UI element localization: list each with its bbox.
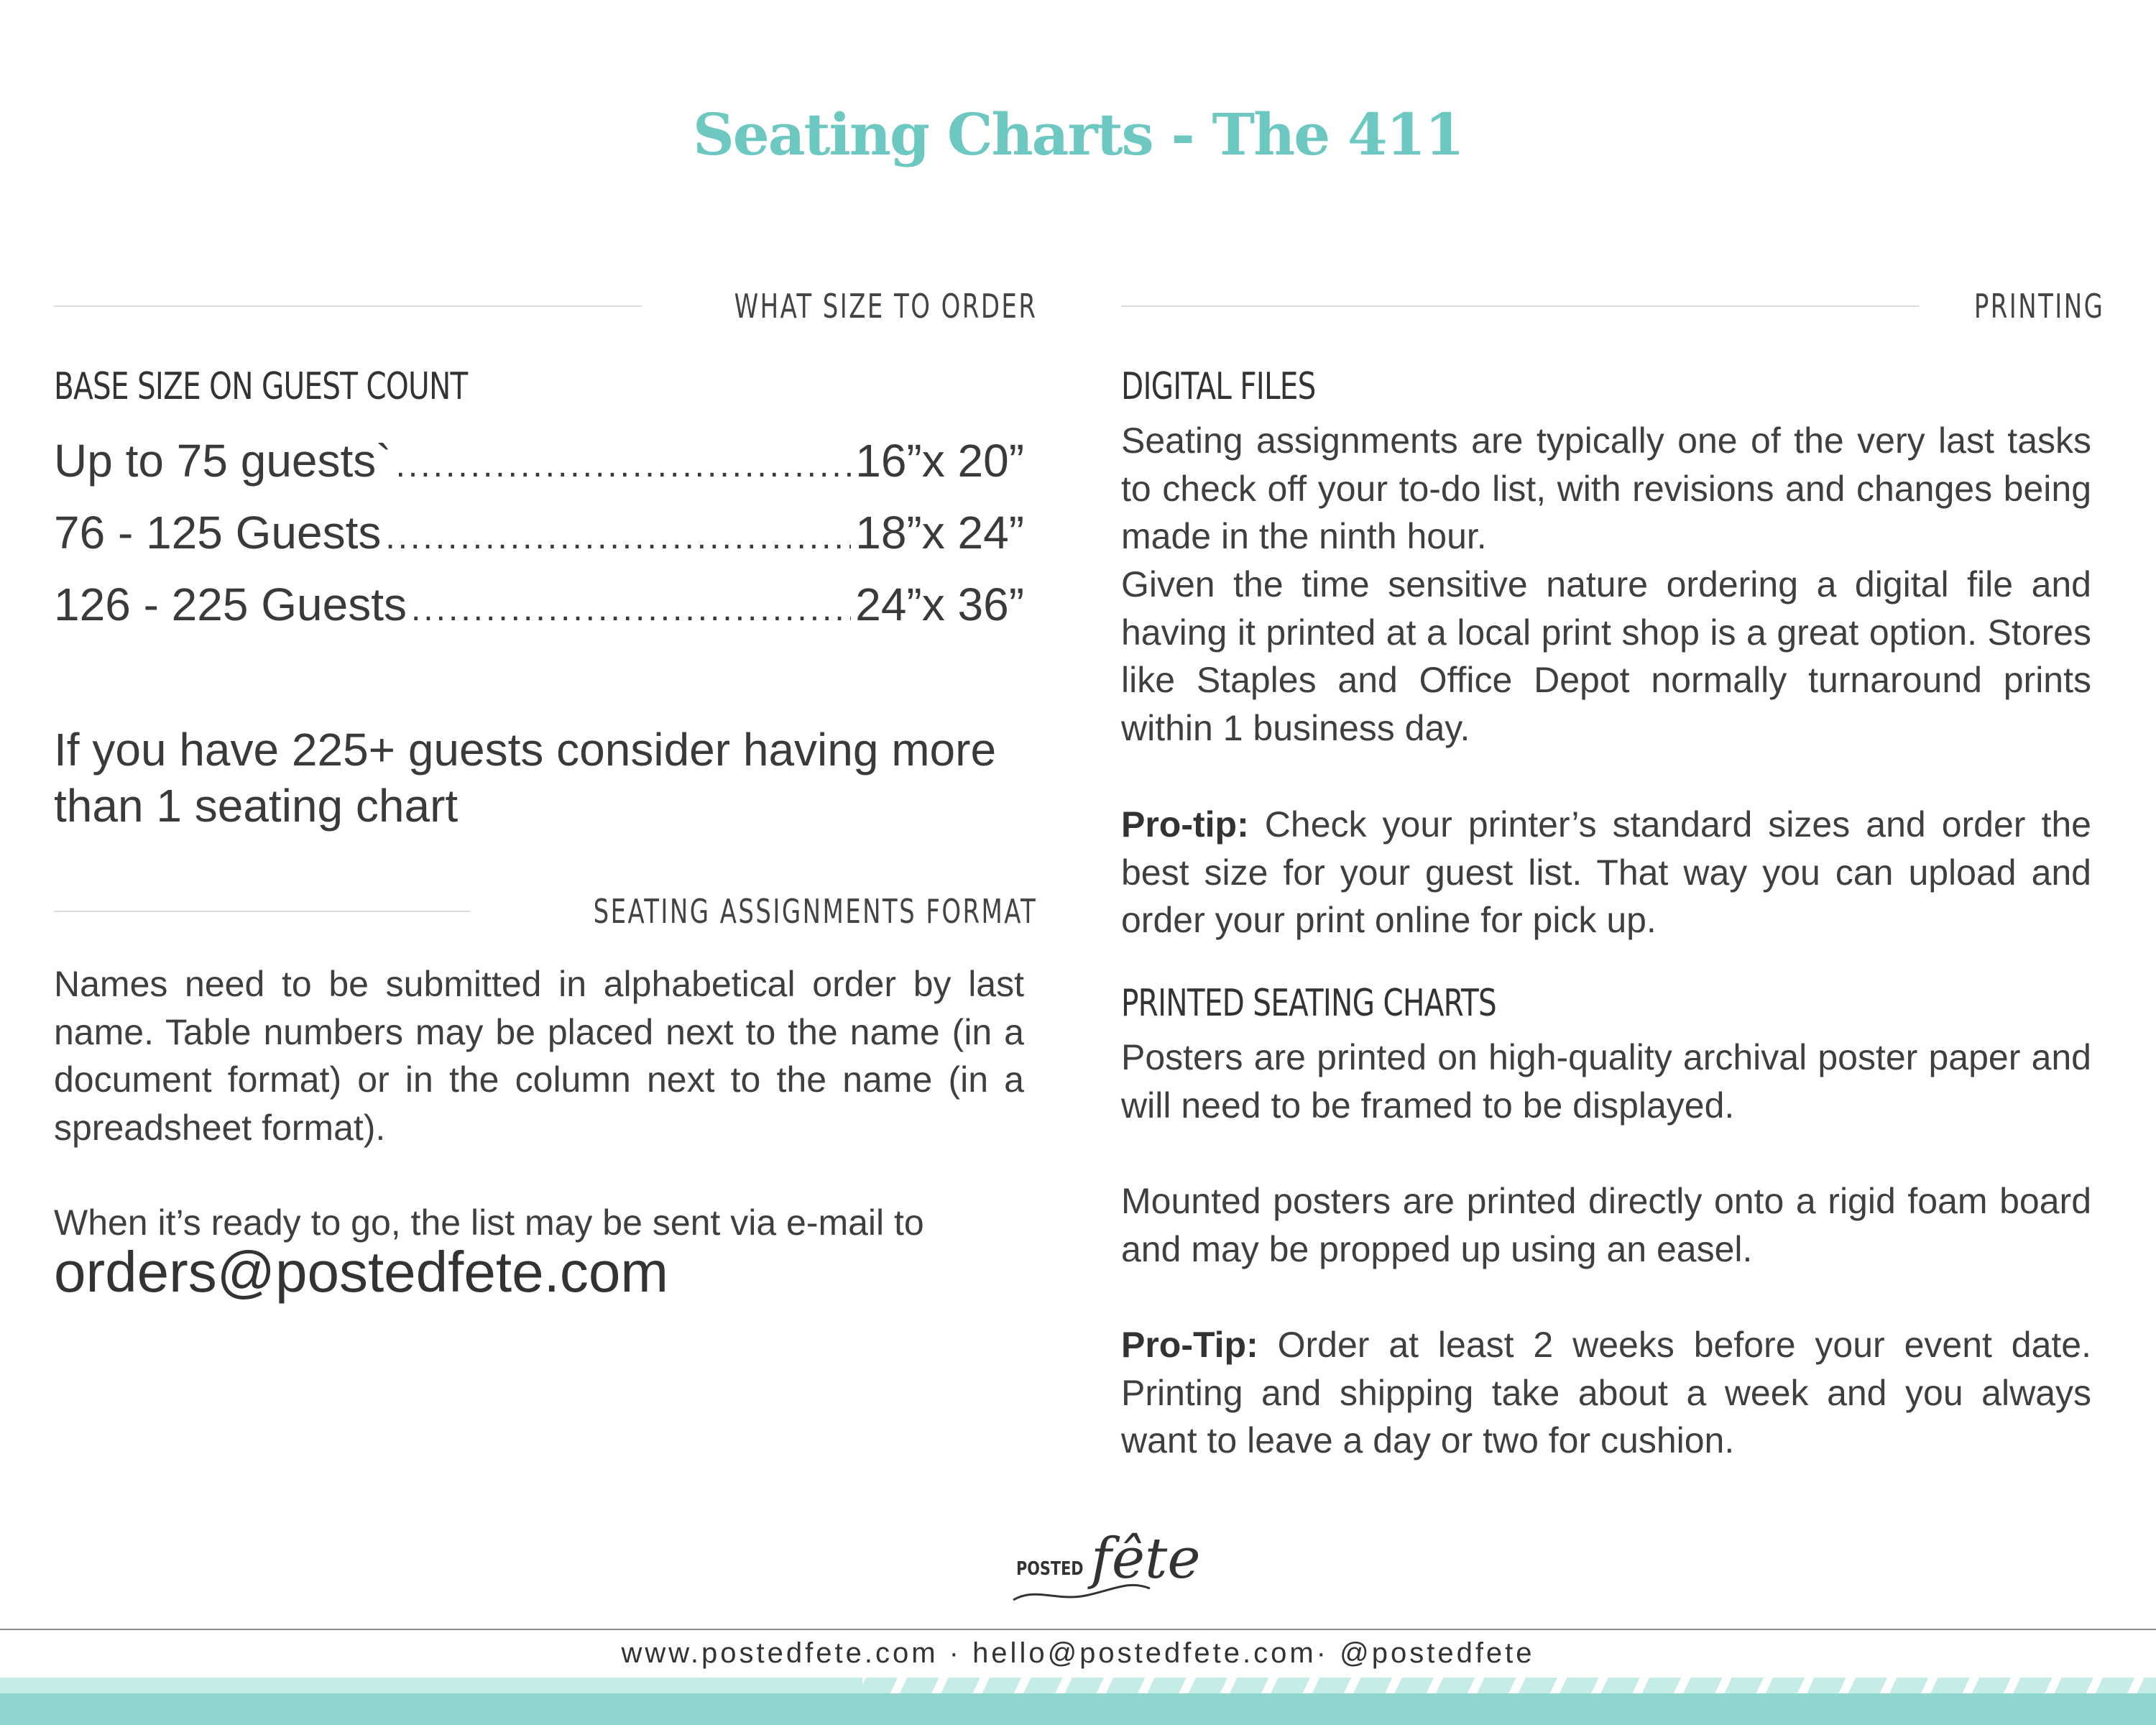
size-row <box>54 506 1024 559</box>
guest-count-heading: BASE SIZE ON GUEST COUNT <box>54 365 468 408</box>
printed-charts-heading: PRINTED SEATING CHARTS <box>1121 982 1497 1025</box>
print-size: 18”x 24” <box>855 507 1024 558</box>
pro-tip-text: Order at least 2 weeks before your event date. Printing and shipping take about a week and you always want to leave a day or two for cushion. <box>1121 1325 2091 1460</box>
posted-fete-logo <box>1006 1527 1201 1616</box>
size-section-header <box>54 286 1037 326</box>
footer-contact: www.postedfete.com · hello@postedfete.com· @postedfete <box>621 1637 1535 1669</box>
page-title: Seating Charts - The 411 <box>693 101 1463 168</box>
footer-stripe <box>0 1678 2156 1725</box>
dot-leader <box>385 518 851 557</box>
digital-files-text: Given the time sensitive nature ordering a digital file and having it printed at a local print shop is a great option. Stores like Staples and Office Depot normally turnaround prints within 1 business day. <box>1121 564 2091 748</box>
pro-tip-text: Check your printer’s standard sizes and order the best size for your guest list. That way you can upload and order your print online for pick up. <box>1121 804 2091 940</box>
pro-tip-timing <box>1121 1321 2091 1465</box>
printing-section-header <box>1121 286 2104 326</box>
dot-leader <box>411 589 851 629</box>
logo-script-text: fête <box>1091 1527 1201 1591</box>
footer-stripe-solid <box>0 1678 862 1693</box>
section-label: WHAT SIZE TO ORDER <box>734 287 1037 326</box>
digital-files-text: Seating assignments are typically one of the very last tasks to check off your to-do list, with revisions and changes being made in the ninth hour. <box>1121 420 2091 556</box>
send-instructions: When it’s ready to go, the list may be sent via e-mail to <box>54 1202 924 1243</box>
large-guest-note: If you have 225+ guests consider having more than 1 seating chart <box>54 724 997 832</box>
logo-swash-icon <box>1006 1530 1193 1616</box>
digital-files-heading: DIGITAL FILES <box>1121 365 1316 408</box>
orders-email-link[interactable]: orders@postedfete.com <box>54 1240 668 1304</box>
footer-divider <box>0 1629 2156 1630</box>
section-label: SEATING ASSIGNMENTS FORMAT <box>593 892 1037 931</box>
pro-tip-sizes <box>1121 801 2091 944</box>
mounted-posters-text: Mounted posters are printed directly onto a rigid foam board and may be propped up using an easel. <box>1121 1181 2091 1269</box>
print-size: 24”x 36” <box>855 579 1024 630</box>
size-row <box>54 434 1024 487</box>
format-section-header <box>54 891 1037 932</box>
section-label: PRINTING <box>1973 287 2104 326</box>
pro-tip-label: Pro-tip: <box>1121 804 1249 845</box>
size-row <box>54 578 1024 631</box>
guest-range: Up to 75 guests` <box>54 435 392 487</box>
section-divider <box>1121 305 1920 307</box>
posters-text: Posters are printed on high-quality archival poster paper and will need to be framed to be displayed. <box>1121 1037 2091 1126</box>
section-divider <box>54 911 470 912</box>
dot-leader <box>396 446 852 485</box>
pro-tip-label: Pro-Tip: <box>1121 1325 1258 1365</box>
guest-range: 76 - 125 Guests <box>54 507 382 558</box>
format-instructions: Names need to be submitted in alphabetical order by last name. Table numbers may be placed next to the name (in a document format) or in the column next to the name (in a spreadsheet format). <box>54 964 1024 1148</box>
logo-small-text: POSTED <box>1016 1558 1084 1580</box>
guest-range: 126 - 225 Guests <box>54 579 407 630</box>
print-size: 16”x 20” <box>855 435 1024 487</box>
section-divider <box>54 305 642 307</box>
